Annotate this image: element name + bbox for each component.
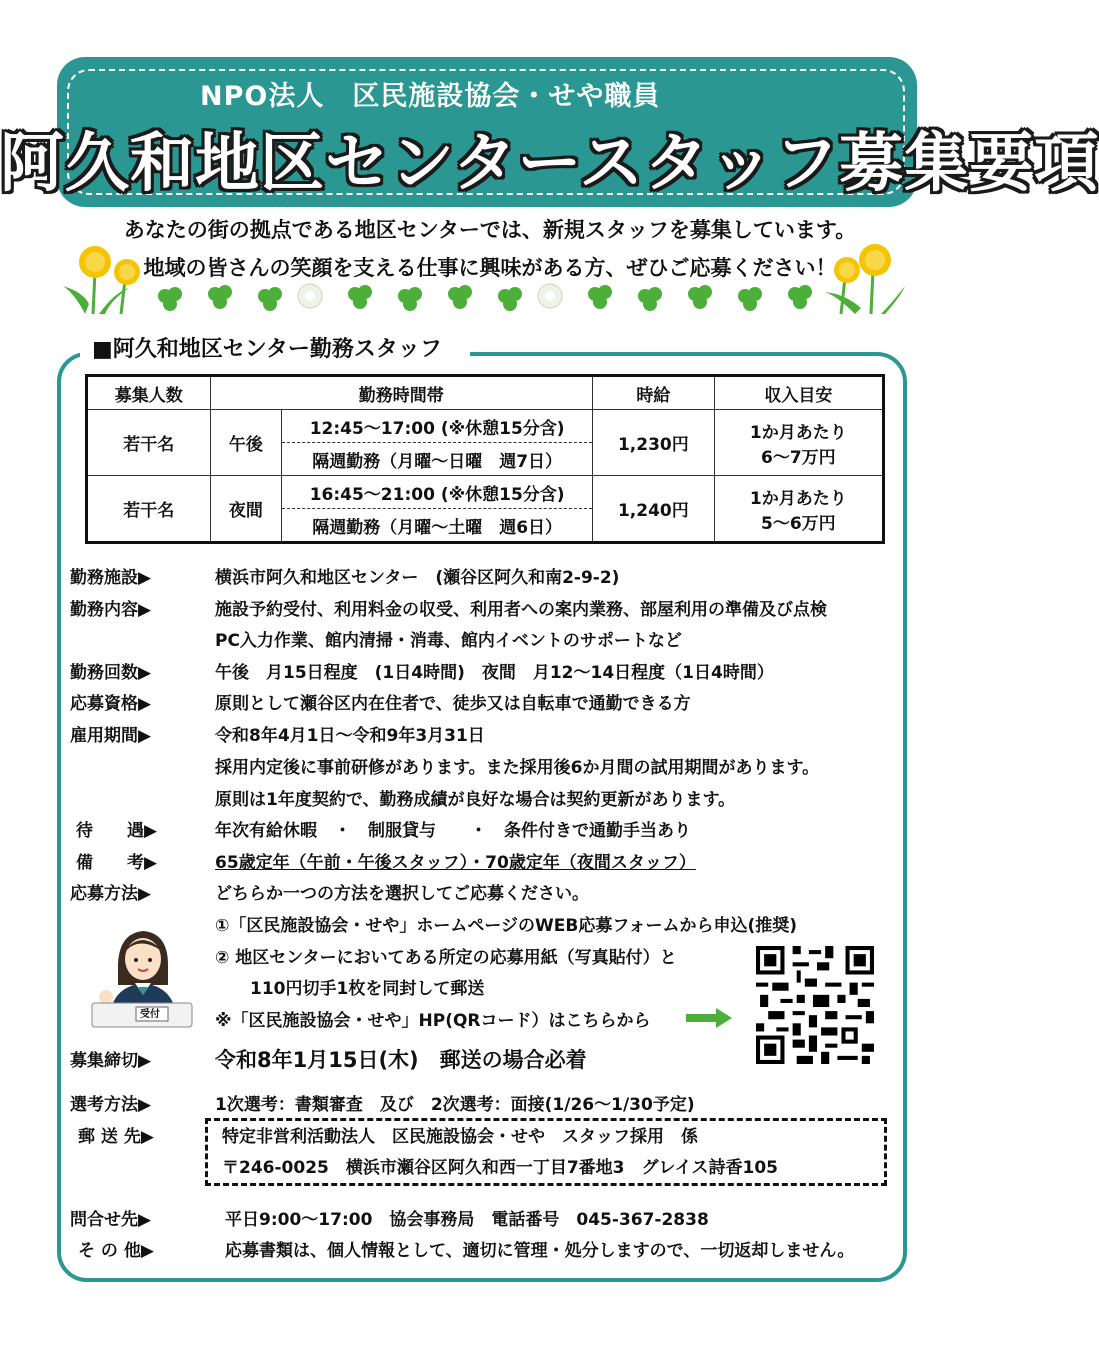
header-hours: 勤務時間帯 (210, 376, 593, 410)
mail-value-2: 〒246-0025 横浜市瀬谷区阿久和西一丁目7番地3 グレイス詩香105 (222, 1158, 778, 1178)
qualification-value: 原則として瀬谷区内在住者で、徒歩又は自転車で通勤できる方 (215, 694, 691, 714)
table-row (87, 410, 884, 443)
apply-label: 応募方法▶ (70, 884, 152, 904)
duties-label: 勤務内容▶ (70, 600, 152, 620)
header-count: 募集人数 (87, 376, 211, 410)
qualification-label: 応募資格▶ (70, 694, 152, 714)
qr-code-icon[interactable] (756, 946, 874, 1064)
cell-income-line2: 5～6万円 (761, 513, 836, 534)
cell-income (714, 476, 883, 543)
facility-label: 勤務施設▶ (70, 568, 152, 588)
selection-value: 1次選考：書類審査 及び 2次選考：面接(1/26～1/30予定) (215, 1095, 695, 1115)
cell-income-line2: 6～7万円 (761, 447, 836, 468)
recruitment-table (85, 374, 885, 544)
period-value-3: 原則は1年度契約で、勤務成績が良好な場合は契約更新があります。 (215, 790, 736, 810)
cell-wage: 1,240円 (593, 476, 715, 543)
org-line: NPO法人 区民施設協会・せや職員 (200, 81, 661, 112)
intro-line-1: あなたの街の拠点である地区センターでは、新規スタッフを募集しています。 (123, 218, 857, 242)
cell-income-line1: 1か月あたり (749, 488, 847, 509)
mail-label: 郵 送 先▶ (78, 1127, 154, 1147)
facility-value: 横浜市阿久和地区センター (瀬谷区阿久和南2-9-2) (215, 568, 620, 588)
table-header-row (87, 376, 884, 410)
contact-value: 平日9:00～17:00 協会事務局 電話番号 045-367-2838 (225, 1210, 709, 1230)
cell-shift: 午後 (210, 410, 282, 476)
contact-label: 問合せ先▶ (70, 1210, 152, 1230)
benefits-value: 年次有給休暇 ・ 制服貸与 ・ 条件付きで通勤手当あり (215, 821, 691, 841)
header-wage: 時給 (593, 376, 715, 410)
benefits-label: 待 遇▶ (76, 821, 158, 841)
intro-line-2: 地域の皆さんの笑顔を支える仕事に興味がある方、ぜひご応募ください！ (143, 256, 837, 280)
cell-income (714, 410, 883, 476)
apply-value-1: どちらか一つの方法を選択してご応募ください。 (215, 884, 589, 904)
frequency-label: 勤務回数▶ (70, 663, 152, 683)
other-value: 応募書類は、個人情報として、適切に管理・処分しますので、一切返却しません。 (225, 1241, 855, 1261)
duties-value-2: PC入力作業、館内清掃・消毒、館内イベントのサポートなど (215, 631, 682, 651)
duties-value-1: 施設予約受付、利用料金の収受、利用者への案内業務、部屋利用の準備及び点検 (215, 600, 827, 620)
apply-value-2: ①「区民施設協会・せや」ホームページのWEB応募フォームから申込(推奨) (215, 916, 798, 936)
mail-value-1: 特定非営利活動法人 区民施設協会・せや スタッフ採用 係 (222, 1127, 698, 1147)
cell-days: 隔週勤務（月曜～日曜 週7日） (282, 443, 593, 476)
deadline-value: 令和8年1月15日(木) 郵送の場合必着 (215, 1048, 587, 1072)
cell-time: 16:45～21:00 (※休憩15分含) (282, 476, 593, 509)
cell-count: 若干名 (87, 410, 211, 476)
cell-wage: 1,230円 (593, 410, 715, 476)
apply-value-3: ② 地区センターにおいてある所定の応募用紙（写真貼付）と (215, 948, 677, 968)
header-income: 収入目安 (714, 376, 883, 410)
period-label: 雇用期間▶ (70, 726, 152, 746)
cell-count: 若干名 (87, 476, 211, 543)
period-value-1: 令和8年4月1日～令和9年3月31日 (215, 726, 485, 746)
remarks-label: 備 考▶ (76, 853, 158, 873)
remarks-value: 65歳定年（午前・午後スタッフ）・70歳定年（夜間スタッフ） (215, 853, 696, 873)
apply-value-4: 110円切手1枚を同封して郵送 (250, 979, 485, 999)
white-flower-icon (298, 284, 562, 308)
cell-time: 12:45～17:00 (※休憩15分含) (282, 410, 593, 443)
selection-label: 選考方法▶ (70, 1095, 152, 1115)
apply-value-5: ※「区民施設協会・せや」HP(QRコード）はこちらから (215, 1011, 651, 1031)
cell-shift: 夜間 (210, 476, 282, 543)
clover-row-icon (158, 285, 812, 311)
other-label: そ の 他▶ (78, 1241, 154, 1261)
arrow-right-icon (686, 1008, 732, 1028)
deadline-label: 募集締切▶ (70, 1051, 152, 1071)
period-value-2: 採用内定後に事前研修があります。また採用後6か月間の試用期間があります。 (215, 758, 820, 778)
frequency-value: 午後 月15日程度 (1日4時間) 夜間 月12～14日程度（1日4時間） (215, 663, 774, 683)
cell-income-line1: 1か月あたり (749, 422, 847, 443)
desk-sign: 受付 (140, 1009, 160, 1020)
section-title: ■阿久和地区センター勤務スタッフ (92, 337, 442, 362)
cell-days: 隔週勤務（月曜～土曜 週6日） (282, 509, 593, 543)
page-title: 阿久和地区センタースタッフ募集要項 (0, 127, 1099, 201)
table-row (87, 476, 884, 509)
